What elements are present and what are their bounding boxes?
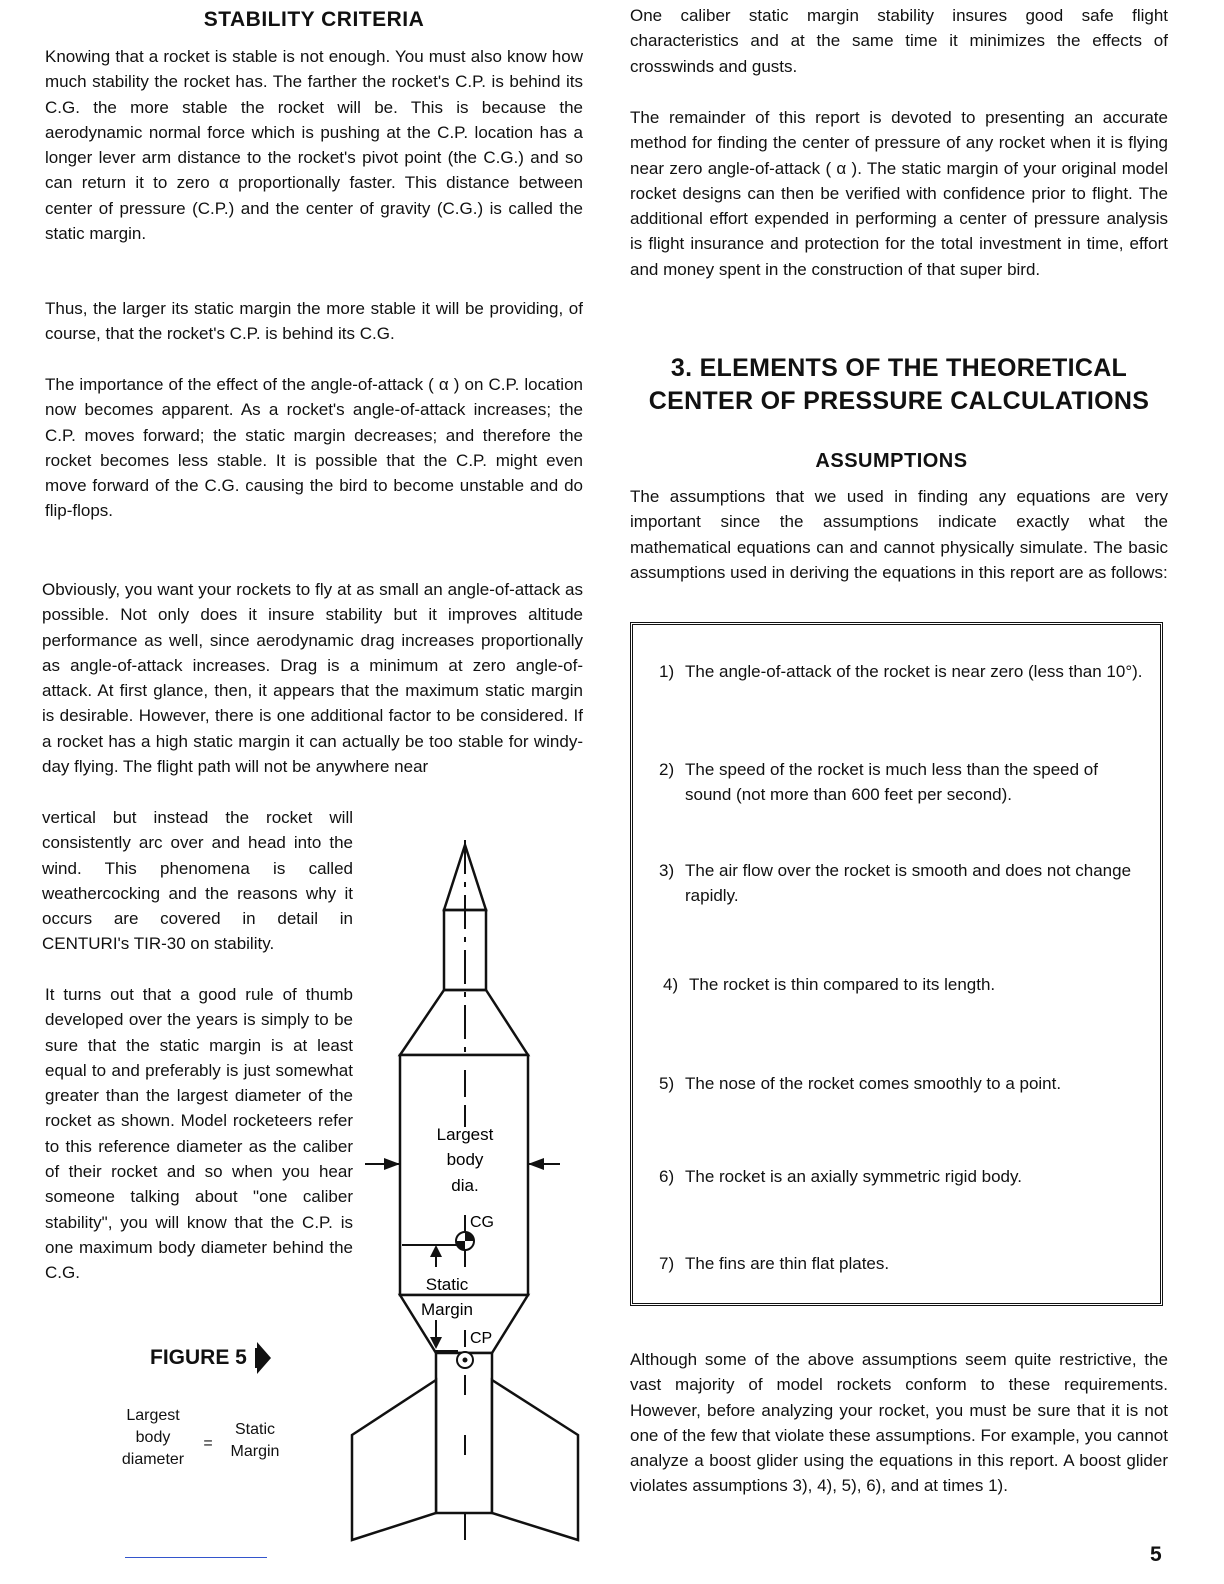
label-cg: CG [470, 1214, 494, 1231]
assumption-number: 3) [659, 861, 675, 880]
equation-sign: = [203, 1435, 213, 1452]
assumption-number: 6) [659, 1167, 675, 1186]
equation-right: Static Margin [230, 1421, 280, 1460]
figure-caption-text: FIGURE 5 [150, 1346, 247, 1369]
label-largest-line3: dia. [451, 1176, 479, 1195]
assumption-text: The rocket is thin compared to its length. [689, 975, 996, 994]
right-paragraph-1: One caliber static margin stability insures good safe flight characteristics and at the same time it minimizes the effects of crosswinds and gusts. [630, 6, 1168, 76]
assumption-text: The fins are thin flat plates. [685, 1254, 890, 1273]
assumption-number: 7) [659, 1254, 675, 1273]
assumptions-box [630, 622, 1163, 1306]
label-margin: Margin [421, 1300, 473, 1319]
page-number: 5 [1150, 1543, 1162, 1566]
left-paragraph-3: The importance of the effect of the angle-of-attack ( α ) on C.P. location now becomes apparent. As a rocket's angle-of-attack increases; the C.P. moves forward; the static margin decreases; and therefore the rocket becomes less stable. It is possible that the C.P. might even move forward of the C.G. causing the bird to become unstable and do flip-flops. [45, 375, 583, 521]
left-paragraph-2: Thus, the larger its static margin the more stable it will be providing, of course, that the rocket's C.P. is behind its C.G. [45, 299, 583, 344]
assumption-text: The air flow over the rocket is smooth and does not change rapidly. [685, 861, 1132, 905]
diameter-arrow-left-icon [384, 1158, 400, 1170]
left-paragraph-1: Knowing that a rocket is stable is not enough. You must also know how much stability the rocket has. The farther the rocket's C.P. is behind its C.G. the more stable the rocket will be. This is because the aerodynamic normal force which is pushing at the C.P. location has a longer lever arm distance to the rocket's pivot point (the C.G.) and so can return it to zero α proportionally faster. This distance between center of pressure (C.P.) and the center of gravity (C.G.) is called the static margin. [45, 47, 583, 244]
equation-left: Largest body diameter [121, 1407, 185, 1468]
assumption-item [663, 972, 1144, 997]
assumption-item [659, 659, 1144, 684]
section-heading-line1: 3. ELEMENTS OF THE THEORETICAL [670, 354, 1128, 382]
assumption-number: 4) [663, 975, 679, 994]
assumption-number: 5) [659, 1074, 675, 1093]
section-heading-line2: CENTER OF PRESSURE CALCULATIONS [648, 387, 1150, 415]
assumption-text: The speed of the rocket is much less than the speed of sound (not more than 600 feet per second). [685, 760, 1098, 804]
rocket-diagram [340, 835, 590, 1550]
figure-caption [150, 1342, 275, 1374]
rocket-fin-left [352, 1380, 436, 1540]
diameter-arrow-right-icon [528, 1158, 544, 1170]
label-cp: CP [470, 1330, 493, 1347]
assumption-item [659, 1164, 1144, 1189]
right-arrow-icon [253, 1342, 275, 1374]
assumption-item [659, 757, 1144, 807]
label-largest-line2: body [446, 1150, 484, 1169]
assumption-item [659, 1251, 1144, 1276]
stability-criteria-heading: STABILITY CRITERIA [203, 8, 425, 31]
assumption-text: The rocket is an axially symmetric rigid body. [685, 1167, 1022, 1186]
assumption-item [659, 1071, 1144, 1096]
assumption-item [659, 858, 1144, 908]
assumption-text: The nose of the rocket comes smoothly to a point. [685, 1074, 1062, 1093]
left-paragraph-5: vertical but instead the rocket will consistently arc over and head into the wind. This phenomena is called weathercocking and the reasons why it occurs are covered in detail in CENTURI's TIR-30 on stability. [42, 808, 353, 954]
closing-paragraph: Although some of the above assumptions seem quite restrictive, the vast majority of model rockets conform to these requirements. However, before analyzing your rocket, you must be sure that it is not one of the few that violate these assumptions. For example, you cannot analyze a boost glider using the equations in this report. A boost glider violates assumptions 3), 4), 5), 6), and at times 1). [630, 1350, 1168, 1496]
left-paragraph-6: It turns out that a good rule of thumb developed over the years is simply to be sure that the static margin is at least equal to and preferably is just somewhat greater than the largest diameter of the rocket as shown. Model rocketeers refer to this reference diameter as the caliber of their rocket and so when you hear someone talking about "one caliber stability", you will know that the C.P. is one maximum body diameter behind the C.G. [45, 985, 353, 1283]
section-heading [630, 352, 1168, 418]
rocket-fin-right [492, 1380, 578, 1540]
assumption-number: 2) [659, 760, 675, 779]
assumptions-heading: ASSUMPTIONS [815, 450, 968, 472]
left-paragraph-4: Obviously, you want your rockets to fly at as small an angle-of-attack as possible. Not only does it insure stability but it improves altitude performance as well, since aerodynamic drag increases proportionally as angle-of-attack increases. Drag is a minimum at zero angle-of-attack. At first glance, then, it appears that the maximum static margin is desirable. However, there is one additional factor to be considered. If a rocket has a high static margin it can actually be too stable for windy-day flying. The flight path will not be anywhere near [42, 580, 583, 777]
label-largest-line1: Largest [436, 1125, 494, 1144]
assumption-number: 1) [659, 662, 675, 681]
footnote-rule [125, 1557, 267, 1558]
right-paragraph-2: The remainder of this report is devoted to presenting an accurate method for finding the center of pressure of any rocket when it is flying near zero angle-of-attack ( α ). The static margin of your original model rocket designs can then be verified with confidence prior to flight. The additional effort expended in performing a center of pressure analysis is flight insurance and protection for the total investment in time, effort and money spent in the construction of that super bird. [630, 108, 1168, 279]
label-static: Static [425, 1275, 469, 1294]
assumptions-intro: The assumptions that we used in finding any equations are very important since the assumptions indicate exactly what the mathematical equations can and cannot physically simulate. The basic assumptions used in deriving the equations in this report are as follows: [630, 487, 1168, 582]
assumption-text: The angle-of-attack of the rocket is near zero (less than 10°). [685, 662, 1143, 681]
